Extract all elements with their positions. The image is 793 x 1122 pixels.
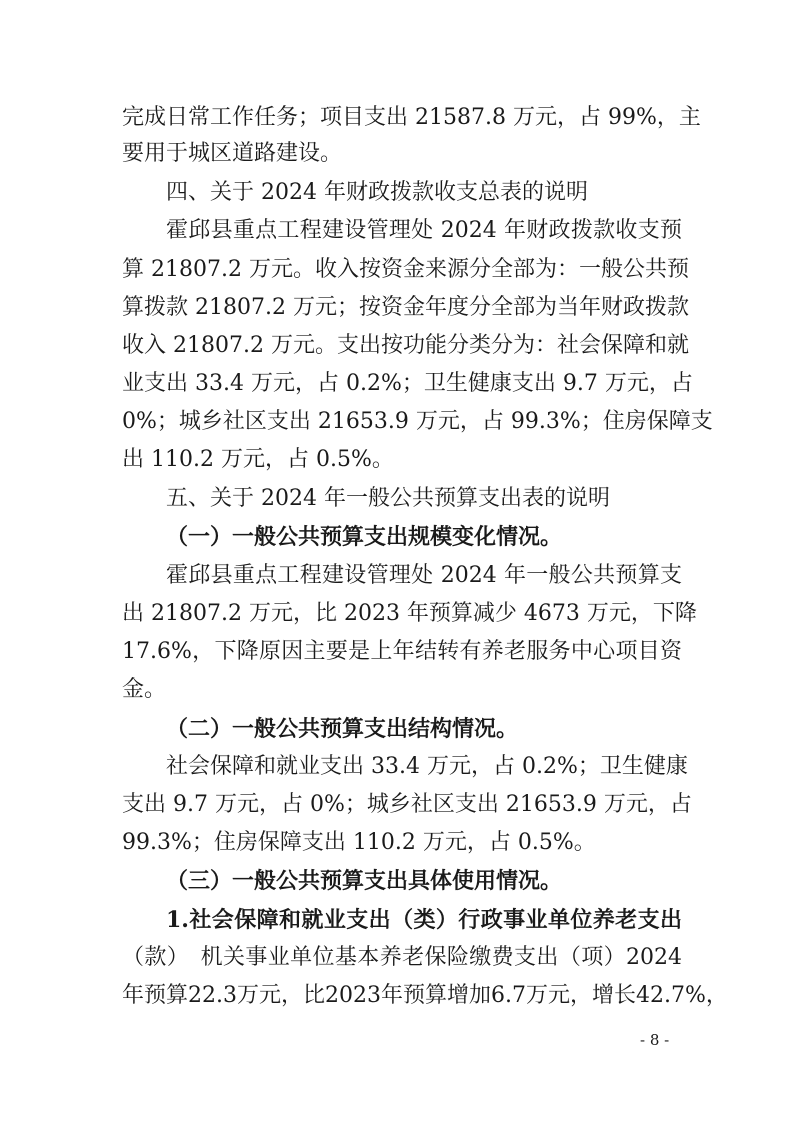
paragraph-line: 年预算22.3万元，比2023年预算增加6.7万元，增长42.7%， [122, 983, 728, 1008]
section-heading: 五、关于 2024 年一般公共预算支出表的说明 [166, 486, 610, 511]
paragraph-line: （款） 机关事业单位基本养老保险缴费支出（项）2024 [122, 945, 682, 970]
paragraph-line: 完成日常工作任务；项目支出 21587.8 万元，占 99%，主 [122, 105, 701, 130]
paragraph-line: 收入 21807.2 万元。支出按功能分类分为：社会保障和就 [122, 333, 689, 358]
paragraph-line: 算 21807.2 万元。收入按资金来源分全部为：一般公共预 [122, 257, 689, 282]
paragraph-line: 支出 9.7 万元，占 0%；城乡社区支出 21653.9 万元，占 [122, 792, 692, 817]
paragraph-line: 出 110.2 万元，占 0.5%。 [122, 447, 394, 472]
paragraph-line: 要用于城区道路建设。 [122, 141, 343, 166]
paragraph-line: 17.6%，下降原因主要是上年结转有养老服务中心项目资 [122, 639, 682, 664]
subsection-heading: （一）一般公共预算支出规模变化情况。 [166, 524, 563, 550]
paragraph-line: 霍邱县重点工程建设管理处 2024 年财政拨款收支预 [166, 218, 682, 243]
paragraph-line: 金。 [122, 677, 167, 702]
page-number: - 8 - [640, 1031, 670, 1049]
paragraph-line: 业支出 33.4 万元，占 0.2%；卫生健康支出 9.7 万元，占 [122, 371, 693, 396]
paragraph-line: 99.3%；住房保障支出 110.2 万元，占 0.5%。 [122, 830, 596, 855]
item-heading: 1.社会保障和就业支出（类）行政事业单位养老支出 [166, 907, 682, 933]
paragraph-line: 算拨款 21807.2 万元；按资金年度分全部为当年财政拨款 [122, 295, 689, 320]
paragraph-line: 社会保障和就业支出 33.4 万元，占 0.2%；卫生健康 [166, 754, 688, 779]
subsection-heading: （二）一般公共预算支出结构情况。 [166, 716, 519, 742]
section-heading: 四、关于 2024 年财政拨款收支总表的说明 [166, 180, 588, 205]
paragraph-line: 0%；城乡社区支出 21653.9 万元，占 99.3%；住房保障支 [122, 409, 713, 434]
paragraph-line: 霍邱县重点工程建设管理处 2024 年一般公共预算支 [166, 563, 682, 588]
paragraph-line: 出 21807.2 万元，比 2023 年预算减少 4673 万元，下降 [122, 601, 697, 626]
subsection-heading: （三）一般公共预算支出具体使用情况。 [166, 868, 563, 894]
